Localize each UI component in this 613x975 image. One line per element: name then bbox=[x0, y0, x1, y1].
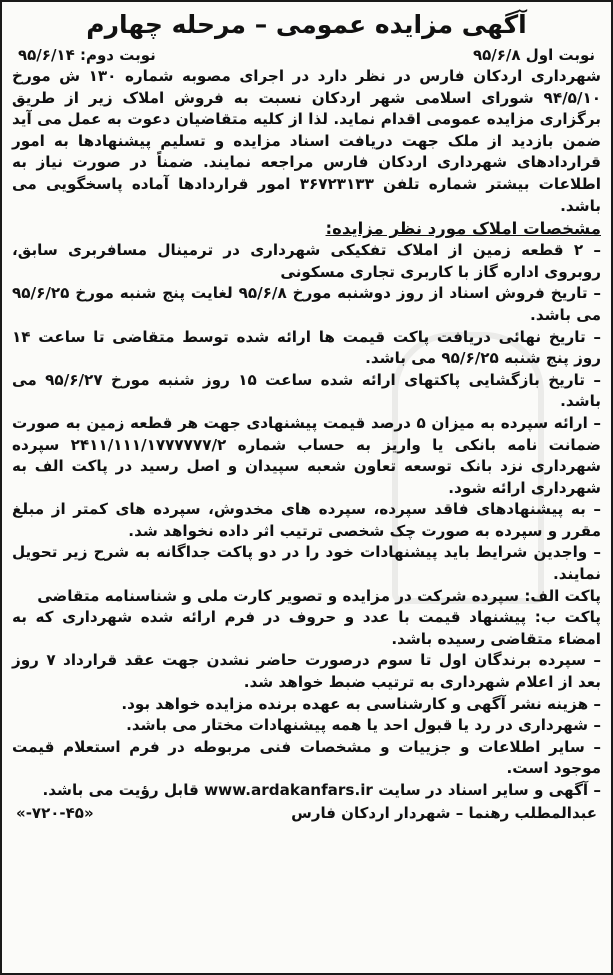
list-item: – تاریخ فروش اسناد از روز دوشنبه مورخ ۹۵/۶/۸ لغایت پنج شنبه مورخ ۹۵/۶/۲۵ می باشد. bbox=[12, 284, 602, 324]
conditions-list bbox=[12, 240, 601, 801]
list-item: – ۲ قطعه زمین از املاک تفکیکی شهرداری در ترمینال مسافربری سابق، روبروی اداره گاز با کاربری تجاری مسکونی bbox=[12, 241, 601, 281]
second-notice-date: نوبت دوم: ۹۵/۶/۱۴ bbox=[18, 46, 156, 64]
website-suffix: قابل رؤیت می باشد. bbox=[42, 781, 199, 799]
list-item: – سپرده برندگان اول تا سوم درصورت حاضر نشدن جهت عقد قرارداد ۷ روز بعد از اعلام شهرداری به ترتیب ضبط خواهد شد. bbox=[12, 651, 602, 692]
signature: عبدالمطلب رهنما – شهردار اردکان فارس bbox=[291, 803, 597, 822]
website-link[interactable]: www.ardakanfars.ir bbox=[204, 781, 373, 799]
list-item: – واجدین شرایط باید پیشنهادات خود را در دو پاکت جداگانه به شرح زیر تحویل نمایند. bbox=[12, 543, 601, 584]
website-prefix: – آگهی و سایر اسناد در سایت bbox=[378, 781, 601, 799]
list-item: – تاریخ بازگشایی پاکتهای ارائه شده ساعت ۱۵ روز شنبه مورخ ۹۵/۶/۲۷ می باشد. bbox=[12, 370, 601, 411]
ad-code: «۷۲۰-۴۵-» bbox=[16, 803, 94, 822]
list-item: – سایر اطلاعات و جزییات و مشخصات فنی مربوطه در فرم استعلام قیمت موجود است. bbox=[12, 737, 601, 778]
website-item bbox=[12, 780, 601, 802]
list-item: – تاریخ نهائی دریافت پاکت قیمت ها ارائه شده توسط متقاضی تا ساعت ۱۴ روز پنج شنبه ۹۵/۶/۲۵ می باشد. bbox=[12, 327, 601, 368]
intro-paragraph: شهرداری اردکان فارس در نظر دارد در اجرای مصوبه شماره ۱۳۰ ش مورخ ۹۴/۵/۱۰ شورای اسلامی شهر اردکان نسبت به فروش املاک زیر از طریق برگزاری مزایده عمومی اقدام نماید. لذا از کلیه متقاضیان دعوت به عمل می آید ضمن بازدید از ملک جهت دریافت اسناد مزایده و تسلیم پیشنهادها به امور قراردادهای شهرداری اردکان فارس مراجعه نمایند. ضمناً در صورت نیاز به اطلاعات بیشتر شماره تلفن ۳۶۷۲۳۱۳۳ امور قراردادها آماده پاسخگویی می باشد. bbox=[12, 67, 601, 215]
list-item: پاکت ب: پیشنهاد قیمت با عدد و حروف در فرم ارائه شده شهرداری که به امضاء متقاضی رسیده باشد. bbox=[12, 608, 601, 648]
section-title: مشخصات املاک مورد نظر مزایده: bbox=[325, 219, 601, 239]
notice-dates bbox=[12, 44, 601, 66]
list-item: – هزینه نشر آگهی و کارشناسی به عهده برنده مزایده خواهد بود. bbox=[121, 694, 601, 713]
signature-row bbox=[12, 802, 601, 824]
list-item: – به پیشنهادهای فاقد سپرده، سپرده های مخدوش، سپرده های کمتر از مبلغ مقرر و سپرده به صورت چک شخصی ترتیب اثر داده نخواهد شد. bbox=[12, 500, 601, 540]
list-item: پاکت الف: سپرده شرکت در مزایده و تصویر کارت ملی و شناسنامه متقاضی bbox=[37, 586, 601, 605]
page-title: آگهی مزایده عمومی – مرحله چهارم bbox=[86, 10, 527, 39]
list-item: – شهرداری در رد یا قبول احد یا همه پیشنهادات مختار می باشد. bbox=[126, 716, 601, 735]
first-notice-date: نوبت اول ۹۵/۶/۸ bbox=[472, 46, 595, 64]
list-item: – ارائه سپرده به میزان ۵ درصد قیمت پیشنهادی جهت هر قطعه زمین به صورت ضمانت نامه بانکی یا واریز به حساب شماره ۲۴۱۱/۱۱۱/۱۷۷۷۷۷۷/۲ سپرده شهرداری نزد بانک توسعه تعاون شعبه سپیدان و اصل رسید در پاکت الف به شهرداری ارائه شود. bbox=[12, 413, 602, 497]
